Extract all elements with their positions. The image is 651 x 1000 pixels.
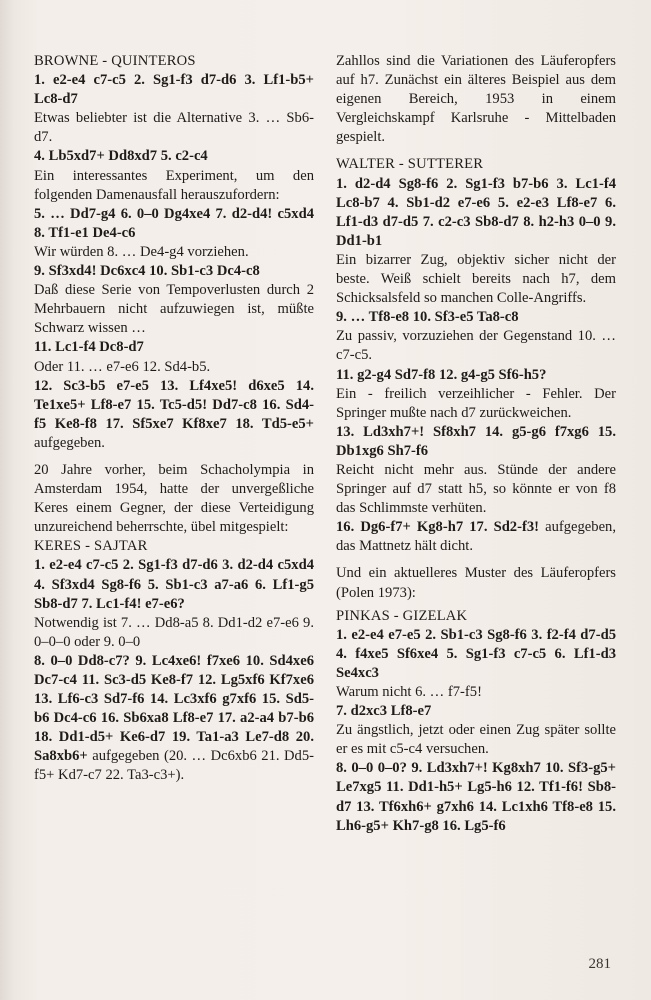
move-sequence: 1. e2-e4 e7-e5 2. Sb1-c3 Sg8-f6 3. f2-f4 d7-d5 4. f4xe5 Sf6xe4 5. Sg1-f3 c7-c5 6. Lf1-d3 Se4xc3 xyxy=(336,626,616,681)
commentary-text: Ein interessantes Experiment, um den folgenden Damenausfall herauszufordern: xyxy=(34,167,314,203)
move-sequence: 9. … Tf8-e8 10. Sf3-e5 Ta8-c8 xyxy=(336,309,519,326)
commentary-text: Daß diese Serie von Tempoverlusten durch 2 Mehrbauern nicht aufzuwiegen ist, müßte Schwarz wissen … xyxy=(34,282,314,337)
commentary-text: Notwendig ist 7. … Dd8-a5 8. Dd1-d2 e7-e6 9. 0–0–0 oder 9. 0–0 xyxy=(34,614,314,650)
move-sequence-with-result xyxy=(34,377,314,453)
commentary-text: Und ein aktuelleres Muster des Läuferopfers (Polen 1973): xyxy=(336,565,616,601)
commentary-text: Ein - freilich verzeihlicher - Fehler. Der Springer mußte nach d7 zurückweichen. xyxy=(336,385,616,421)
result-comment: aufgegeben. xyxy=(34,434,105,451)
paragraph-gap xyxy=(34,453,314,461)
commentary-text: Zahllos sind die Variationen des Läuferopfers auf h7. Zunächst ein älteres Beispiel aus dem eigenen Bereich, 1953 in einem Vergleichskampf Karlsruhe - Mittelbaden gespielt. xyxy=(336,53,616,146)
game-heading: WALTER - SUTTERER xyxy=(336,156,484,173)
page-number: 281 xyxy=(588,956,611,972)
move-sequence: 16. Dg6-f7+ Kg8-h7 17. Sd2-f3! xyxy=(336,519,539,536)
move-sequence: 13. Ld3xh7+! Sf8xh7 14. g5-g6 f7xg6 15. Db1xg6 Sh7-f6 xyxy=(336,423,616,459)
move-sequence-with-result xyxy=(336,518,616,556)
commentary-text: Wir würden 8. … De4-g4 vorziehen. xyxy=(34,243,249,260)
game-heading: BROWNE - QUINTEROS xyxy=(34,53,196,69)
right-column xyxy=(336,52,616,836)
commentary-text: Etwas beliebter ist die Alternative 3. … Sb6-d7. xyxy=(34,110,314,146)
game-heading: PINKAS - GIZELAK xyxy=(336,607,468,624)
move-sequence: 1. e2-e4 c7-c5 2. Sg1-f3 d7-d6 3. d2-d4 c5xd4 4. Sf3xd4 Sg8-f6 5. Sb1-c3 a7-a6 6. Lf1-g5 Sb8-d7 7. Lc1-f4! e7-e6? xyxy=(34,557,314,612)
move-sequence: 1. d2-d4 Sg8-f6 2. Sg1-f3 b7-b6 3. Lc1-f4 Lc8-b7 4. Sb1-d2 e7-e6 5. e2-e3 Lf8-e7 6. Lf1-d3 d7-d5 7. c2-c3 Sb8-d7 8. h2-h3 0–0 9. Dd1-b1 xyxy=(336,175,616,249)
commentary-text: Zu ängstlich, jetzt oder einen Zug später sollte er es mit c5-c4 versuchen. xyxy=(336,722,616,758)
commentary-text: Warum nicht 6. … f7-f5! xyxy=(336,684,482,700)
commentary-text: Oder 11. … e7-e6 12. Sd4-b5. xyxy=(34,358,211,375)
move-sequence: 8. 0–0 Dd8-c7? 9. Lc4xe6! f7xe6 10. Sd4xe6 Dc7-c4 11. Sc3-d5 Ke8-f7 12. Lg5xf6 Kf7xe6 13. Lf6-c3 Sd7-f6 14. Lc3xf6 g7xf6 15. Sd5-b6 Dc4-c6 16. Sb6xa8 Lf8-e7 17. a2-a4 b7-b6 18. Dd1-d5+ Ke6-d7 19. Ta1-a3 Le7-d8 20. Sa8xb6+ xyxy=(34,652,314,765)
move-sequence: 9. Sf3xd4! Dc6xc4 10. Sb1-c3 Dc4-c8 xyxy=(34,263,260,280)
move-sequence: 12. Sc3-b5 e7-e5 13. Lf4xe5! d6xe5 14. Te1xe5+ Lf8-e7 15. Tc5-d5! Dd7-c8 16. Sd4-f5 Ke8-f8 17. Sf5xe7 Kf8xe7 18. Td5-e5+ xyxy=(34,377,314,432)
move-sequence: 4. Lb5xd7+ Dd8xd7 5. c2-c4 xyxy=(34,148,208,165)
left-column xyxy=(34,52,314,786)
move-sequence: 5. … Dd7-g4 6. 0–0 Dg4xe4 7. d2-d4! c5xd4 8. Tf1-e1 De4-c6 xyxy=(34,205,314,241)
commentary-text: Zu passiv, vorzuziehen der Gegenstand 10. … c7-c5. xyxy=(336,328,616,364)
move-sequence: 7. d2xc3 Lf8-e7 xyxy=(336,703,432,720)
result-comment: aufgegeben (20. … Dc6xb6 21. Dd5-f5+ Kd7-c7 22. Ta3-c3+). xyxy=(34,748,314,784)
paragraph-gap xyxy=(336,556,616,564)
commentary-text: Ein bizarrer Zug, objektiv sicher nicht der beste. Weiß schielt bereits nach h7, dem Schicksalsfeld so manchen Colle-Angriffs. xyxy=(336,251,616,307)
move-sequence: 11. Lc1-f4 Dc8-d7 xyxy=(34,339,144,356)
move-sequence: 11. g2-g4 Sd7-f8 12. g4-g5 Sf6-h5? xyxy=(336,366,547,383)
game-heading: KERES - SAJTAR xyxy=(34,538,148,555)
move-sequence: 8. 0–0 0–0? 9. Ld3xh7+! Kg8xh7 10. Sf3-g5+ Le7xg5 11. Dd1-h5+ Lg5-h6 12. Tf1-f6! Sb8-d7 13. Tf6xh6+ g7xh6 14. Lc1xh6 Tf8-e8 15. Lh6-g5+ Kh7-g8 16. Lg5-f6 xyxy=(336,760,616,834)
commentary-text: Reicht nicht mehr aus. Stünde der andere Springer auf d7 statt h5, so könnte er von f8 das Schlimmste verhüten. xyxy=(336,461,616,517)
move-sequence-with-result xyxy=(34,652,314,786)
move-sequence: 1. e2-e4 c7-c5 2. Sg1-f3 d7-d6 3. Lf1-b5+ Lc8-d7 xyxy=(34,72,314,108)
page-gutter-shadow xyxy=(0,0,14,1000)
commentary-text: 20 Jahre vorher, beim Schacholympia in Amsterdam 1954, hatte der unvergeßliche Keres einem Gegner, der diese Verteidigung unzureichend beherrschte, übel mitgespielt: xyxy=(34,461,314,536)
paragraph-gap xyxy=(336,147,616,155)
result-comment: aufgegeben, das Mattnetz hält dicht. xyxy=(336,519,616,555)
